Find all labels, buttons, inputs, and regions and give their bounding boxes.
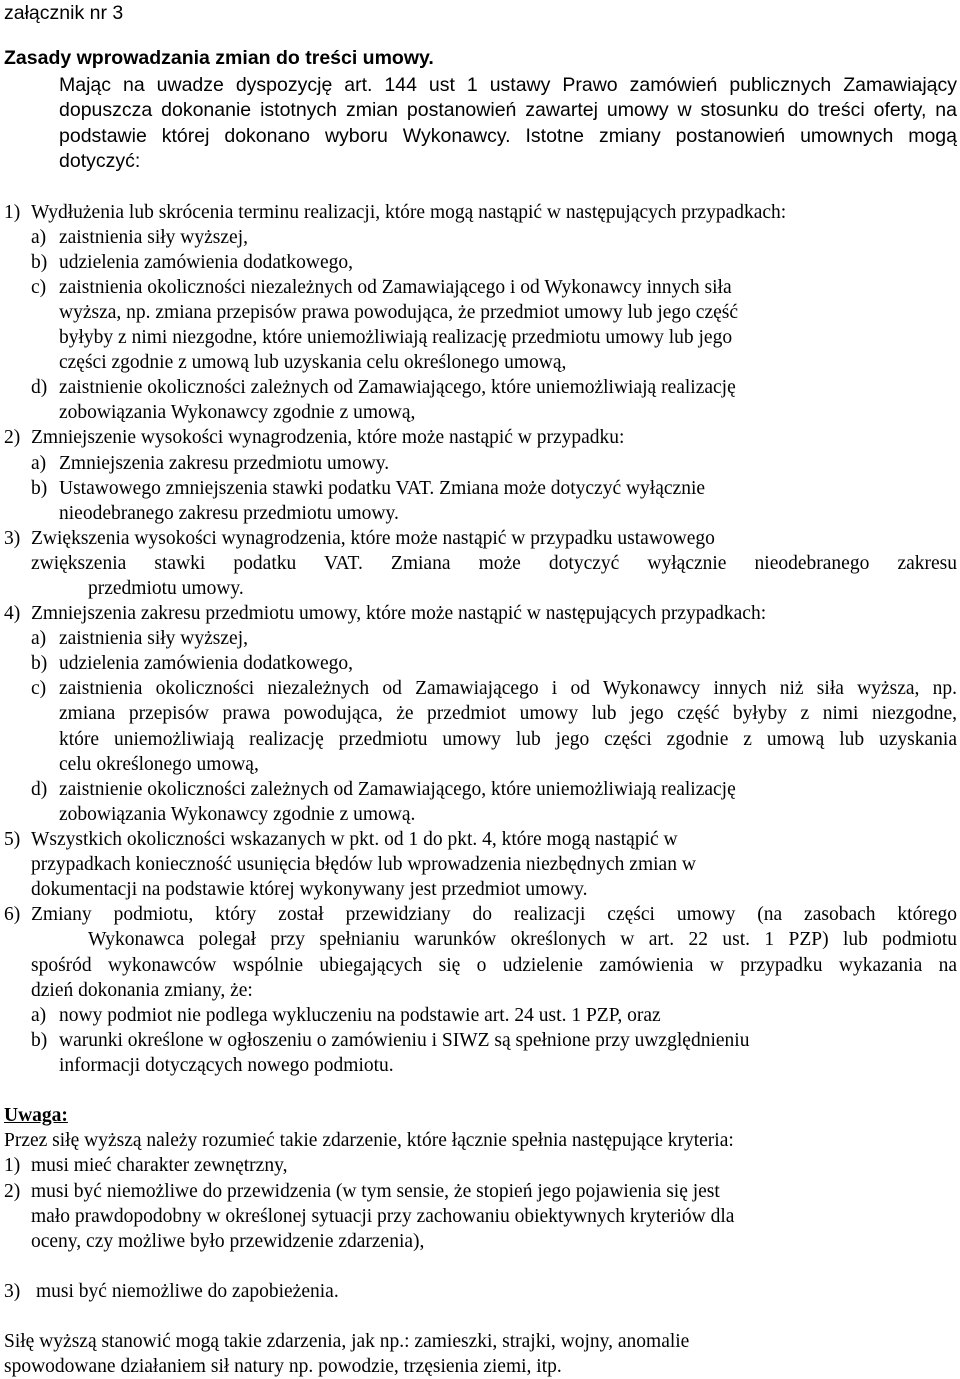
- intro-line-3: podstawie której dokonano wyboru Wykonawcy. Istotne zmiany postanowień umownych mogą: [59, 125, 957, 147]
- sub-text: Zmniejszenia zakresu przedmiotu umowy.: [59, 453, 390, 474]
- item-text: Zwiększenia wysokości wynagrodzenia, które może nastąpić w przypadku ustawowego: [31, 528, 715, 549]
- item-number: 6): [4, 904, 21, 925]
- sub-letter: c): [31, 678, 47, 699]
- sub-text: Ustawowego zmniejszenia stawki podatku VAT. Zmiana może dotyczyć wyłącznie: [59, 478, 706, 499]
- sub-letter: c): [31, 277, 47, 298]
- attachment-label: załącznik nr 3: [4, 2, 124, 24]
- item-text: Zmniejszenie wysokości wynagrodzenia, które może nastąpić w przypadku:: [31, 427, 625, 448]
- criterion-number: 1): [4, 1155, 21, 1176]
- item-text: Wszystkich okoliczności wskazanych w pkt. od 1 do pkt. 4, które mogą nastąpić w: [31, 829, 678, 850]
- sub-text: zaistnienia siły wyższej,: [59, 227, 248, 248]
- criterion-text: musi mieć charakter zewnętrzny,: [31, 1155, 288, 1176]
- sub-text: udzielenia zamówienia dodatkowego,: [59, 653, 354, 674]
- item-text: Wydłużenia lub skrócenia terminu realizacji, które mogą nastąpić w następujących przypadkach:: [31, 202, 787, 223]
- intro-line-2: dopuszcza dokonanie istotnych zmian postanowień zawartej umowy w stosunku do treści oferty, na: [59, 99, 957, 121]
- item-text: przedmiotu umowy.: [88, 578, 244, 599]
- sub-letter: b): [31, 252, 48, 273]
- sub-letter: d): [31, 377, 48, 398]
- sub-text: informacji dotyczących nowego podmiotu.: [59, 1055, 394, 1076]
- sub-text: zobowiązania Wykonawcy zgodnie z umową.: [59, 804, 416, 825]
- note-heading: Uwaga:: [4, 1105, 68, 1126]
- criterion-text: musi być niemożliwe do zapobieżenia.: [36, 1281, 339, 1302]
- criterion-text: mało prawdopodobny w określonej sytuacji przy zachowaniu obiektywnych kryteriów dla: [31, 1206, 735, 1227]
- sub-text: wyższa, np. zmiana przepisów prawa powodująca, że przedmiot umowy lub jego część: [59, 302, 738, 323]
- document-title: Zasady wprowadzania zmian do treści umowy.: [4, 47, 434, 69]
- closing-line-2: spowodowane działaniem sił natury np. powodzie, trzęsienia ziemi, itp.: [4, 1356, 562, 1377]
- sub-text: zaistnienie okoliczności zależnych od Zamawiającego, które uniemożliwiają realizację: [59, 377, 736, 398]
- item-text: dokumentacji na podstawie której wykonywany jest przedmiot umowy.: [31, 879, 588, 900]
- item-text: spośród wykonawców wspólnie ubiegających się o udzielenie zamówienia w przypadku wykazania na: [31, 955, 957, 976]
- criterion-number: 2): [4, 1181, 21, 1202]
- sub-text: celu określonego umową,: [59, 754, 259, 775]
- sub-text: zaistnienie okoliczności zależnych od Zamawiającego, które uniemożliwiają realizację: [59, 779, 736, 800]
- sub-text: udzielenia zamówienia dodatkowego,: [59, 252, 354, 273]
- intro-line-1: Mając na uwadze dyspozycję art. 144 ust 1 ustawy Prawo zamówień publicznych Zamawiający: [59, 74, 957, 96]
- sub-letter: a): [31, 227, 47, 248]
- item-text: dzień dokonania zmiany, że:: [31, 980, 253, 1001]
- sub-text: nieodebranego zakresu przedmiotu umowy.: [59, 503, 399, 524]
- sub-letter: a): [31, 453, 47, 474]
- intro-line-4: dotyczyć:: [59, 150, 141, 172]
- sub-text: zaistnienia okoliczności niezależnych od Zamawiającego i od Wykonawcy innych niż siła wyższa, np.: [59, 678, 957, 699]
- sub-text: warunki określone w ogłoszeniu o zamówieniu i SIWZ są spełnione przy uwzględnieniu: [59, 1030, 750, 1051]
- criterion-text: oceny, czy możliwe było przewidzenie zdarzenia),: [31, 1231, 425, 1252]
- sub-text: zaistnienia okoliczności niezależnych od Zamawiającego i od Wykonawcy innych siła: [59, 277, 732, 298]
- sub-letter: b): [31, 478, 48, 499]
- item-text: Zmniejszenia zakresu przedmiotu umowy, które może nastąpić w następujących przypadkach:: [31, 603, 767, 624]
- sub-letter: a): [31, 628, 47, 649]
- sub-text: zaistnienia siły wyższej,: [59, 628, 248, 649]
- sub-letter: a): [31, 1005, 47, 1026]
- sub-letter: d): [31, 779, 48, 800]
- note-intro: Przez siłę wyższą należy rozumieć takie zdarzenie, które łącznie spełnia następujące kryteria:: [4, 1130, 734, 1151]
- sub-text: części zgodnie z umową lub uzyskania celu określonego umową,: [59, 352, 567, 373]
- item-number: 3): [4, 528, 21, 549]
- item-number: 4): [4, 603, 21, 624]
- item-text: Zmiany podmiotu, który został przewidziany do realizacji części umowy (na zasobach którego: [31, 904, 957, 925]
- item-text: przypadkach konieczność usunięcia błędów lub wprowadzenia niezbędnych zmian w: [31, 854, 696, 875]
- item-number: 5): [4, 829, 21, 850]
- item-number: 2): [4, 427, 21, 448]
- item-text: Wykonawca polegał przy spełnianiu warunków określonych w art. 22 ust. 1 PZP) lub podmiotu: [88, 929, 957, 950]
- sub-text: byłyby z nimi niezgodne, które uniemożliwiają realizację przedmiotu umowy lub jego: [59, 327, 733, 348]
- sub-letter: b): [31, 653, 48, 674]
- sub-text: które uniemożliwiają realizację przedmiotu umowy lub jego części zgodnie z umową lub uzyskania: [59, 729, 957, 750]
- criterion-number: 3): [4, 1281, 21, 1302]
- sub-text: zobowiązania Wykonawcy zgodnie z umową,: [59, 402, 416, 423]
- sub-text: zmiana przepisów prawa powodująca, że przedmiot umowy lub jego część byłyby z nimi niezgodne,: [59, 703, 957, 724]
- sub-letter: b): [31, 1030, 48, 1051]
- criterion-text: musi być niemożliwe do przewidzenia (w tym sensie, że stopień jego pojawienia się jest: [31, 1181, 720, 1202]
- item-text: zwiększenia stawki podatku VAT. Zmiana może dotyczyć wyłącznie nieodebranego zakresu: [31, 553, 957, 574]
- sub-text: nowy podmiot nie podlega wykluczeniu na podstawie art. 24 ust. 1 PZP, oraz: [59, 1005, 661, 1026]
- closing-line-1: Siłę wyższą stanowić mogą takie zdarzenia, jak np.: zamieszki, strajki, wojny, anomalie: [4, 1331, 690, 1352]
- item-number: 1): [4, 202, 21, 223]
